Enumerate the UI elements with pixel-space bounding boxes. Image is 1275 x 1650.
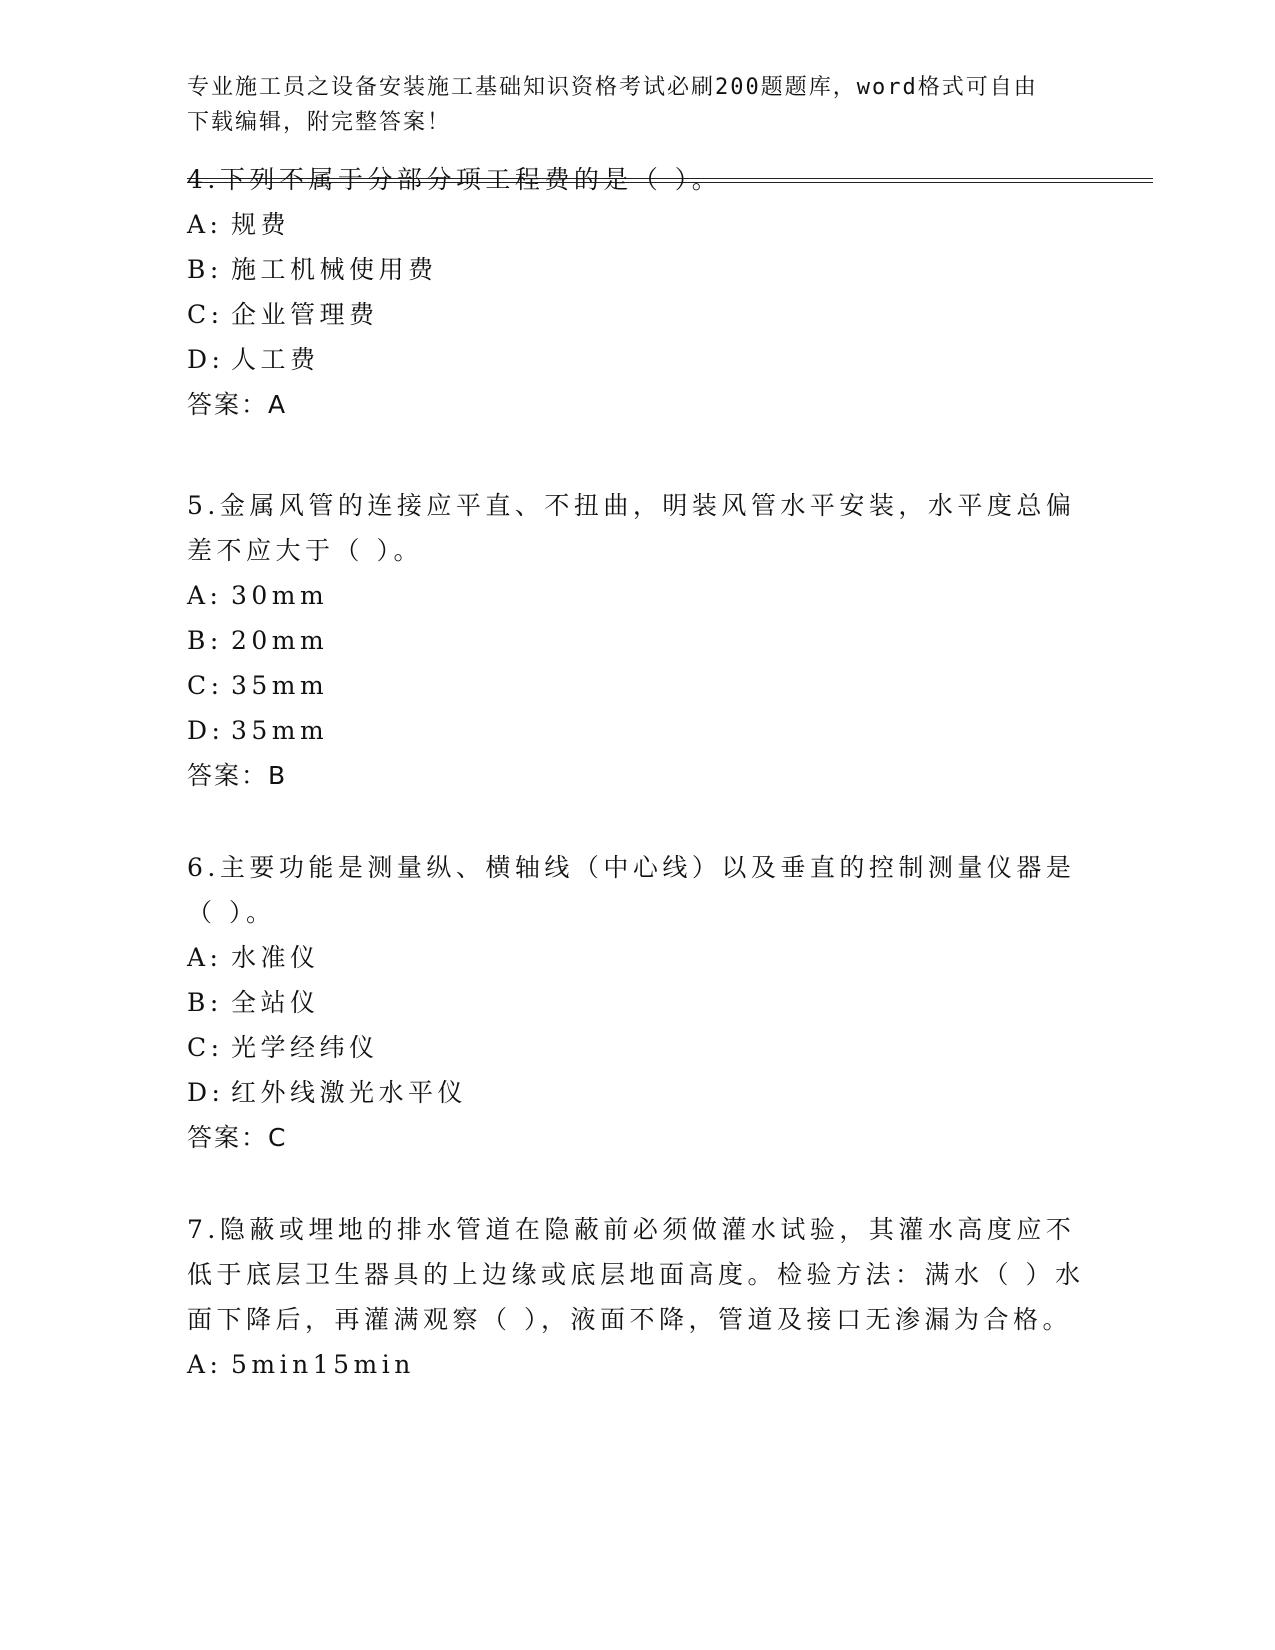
header-line-1: 专业施工员之设备安装施工基础知识资格考试必刷200题题库，word格式可自由 xyxy=(187,75,1038,100)
option-text: 30mm xyxy=(231,581,329,610)
option-text: 20mm xyxy=(231,626,329,655)
option-key: A: xyxy=(187,581,223,610)
option-key: D: xyxy=(187,1078,225,1107)
option-key: C: xyxy=(187,1033,224,1062)
option-a xyxy=(187,1342,1087,1387)
option-text: 35mm xyxy=(231,671,329,700)
option-d xyxy=(187,708,1087,753)
answer-label: 答案： xyxy=(187,1123,269,1152)
option-key: B: xyxy=(187,988,223,1017)
option-text: 企业管理费 xyxy=(231,300,379,329)
question-6 xyxy=(187,845,1087,1160)
option-key: A: xyxy=(187,210,223,239)
document-header xyxy=(187,70,1087,140)
answer-value: B xyxy=(268,761,288,790)
question-text: 5.金属风管的连接应平直、不扭曲，明装风管水平安装，水平度总偏差不应大于（ ）。 xyxy=(187,491,1076,565)
option-key: A: xyxy=(187,1350,223,1379)
option-text: 红外线激光水平仪 xyxy=(231,1078,468,1107)
option-text: 35mm xyxy=(231,716,329,745)
answer-line xyxy=(187,753,1087,798)
answer-value: C xyxy=(268,1123,288,1152)
option-text: 施工机械使用费 xyxy=(231,255,438,284)
option-key: C: xyxy=(187,300,224,329)
option-key: B: xyxy=(187,255,223,284)
option-d xyxy=(187,1070,1087,1115)
question-text: 4.下列不属于分部分项工程费的是（ ）。 xyxy=(187,165,722,194)
answer-line xyxy=(187,1115,1087,1160)
question-4 xyxy=(187,157,1087,427)
option-key: B: xyxy=(187,626,223,655)
option-c xyxy=(187,663,1087,708)
option-a xyxy=(187,935,1087,980)
option-c xyxy=(187,1025,1087,1070)
question-7 xyxy=(187,1207,1087,1387)
option-key: D: xyxy=(187,345,225,374)
header-line-2: 下载编辑，附完整答案！ xyxy=(187,110,452,135)
option-key: D: xyxy=(187,716,225,745)
option-b xyxy=(187,980,1087,1025)
option-c xyxy=(187,292,1087,337)
option-a xyxy=(187,202,1087,247)
answer-label: 答案： xyxy=(187,761,269,790)
option-text: 全站仪 xyxy=(231,988,320,1017)
option-key: A: xyxy=(187,943,223,972)
option-text: 5min15min xyxy=(231,1350,415,1379)
option-key: C: xyxy=(187,671,224,700)
option-text: 规费 xyxy=(231,210,291,239)
option-d xyxy=(187,337,1087,382)
option-a xyxy=(187,573,1087,618)
option-text: 光学经纬仪 xyxy=(231,1033,379,1062)
question-text: 6.主要功能是测量纵、横轴线（中心线）以及垂直的控制测量仪器是（ ）。 xyxy=(187,853,1076,927)
answer-line xyxy=(187,382,1087,427)
option-b xyxy=(187,618,1087,663)
option-text: 人工费 xyxy=(231,345,320,374)
answer-label: 答案： xyxy=(187,390,269,419)
option-b xyxy=(187,247,1087,292)
option-text: 水准仪 xyxy=(231,943,320,972)
question-5 xyxy=(187,483,1087,798)
question-text: 7.隐蔽或埋地的排水管道在隐蔽前必须做灌水试验，其灌水高度应不低于底层卫生器具的上边缘或底层地面高度。检验方法：满水（ ）水面下降后，再灌满观察（ ），液面不降，管道及接口无渗漏为合格。 xyxy=(187,1215,1085,1334)
answer-value: A xyxy=(268,390,288,419)
